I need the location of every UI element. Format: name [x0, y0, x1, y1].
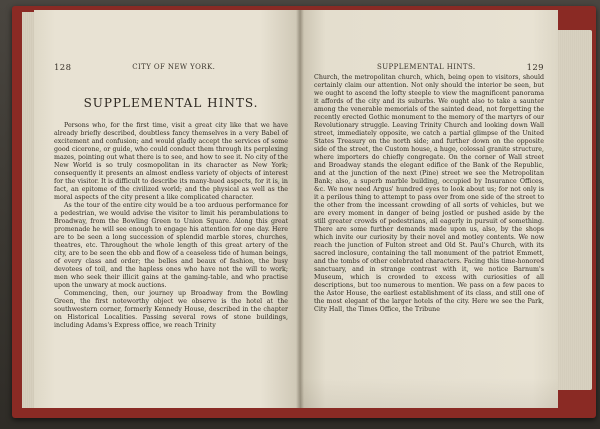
- right-running-head: [314, 63, 544, 73]
- left-running-title: CITY OF NEW YORK.: [132, 63, 216, 71]
- right-text-block: [314, 74, 544, 314]
- right-running-title: SUPPLEMENTAL HINTS.: [377, 63, 476, 71]
- left-text-block: [54, 74, 288, 330]
- paragraph: Commencing, then, our journey up Broadway from the Bowling Green, the first noteworthy object we observe is the hotel at the southwestern corner, formerly Kennedy House, described in the chapter on Historical Localities. Passing several rows of stone buildings, including Adams's Express office, we reach Trinity: [54, 290, 288, 329]
- right-page-number: 129: [526, 63, 544, 73]
- chapter-heading: SUPPLEMENTAL HINTS.: [83, 96, 259, 110]
- paragraph: Church, the metropolitan church, which, being open to visitors, should certainly claim our attention. Not only should the interior be seen, but we ought to ascend the lofty steeple to view the magnificent panorama it affords of the city and its suburbs. We ought also to take a saunter among the venerable memorials of the sainted dead, not forgetting the recently erected Gothic monument to the memory of the martyrs of our Revolutionary struggle. Leaving Trinity Church and looking down Wall street, immediately opposite, we catch a partial glimpse of the United States Treasury on the north side; and further down on the opposite side of the street, the Custom house, a huge, colossal granite structure, where importers do chiefly congregate. On the corner of Wall street and Broadway stands the elegant edifice of the Bank of the Republic, and at the junction of the next (Pine) street we see the Metropolitan Bank; also, a superb marble building, occupied by Insurance Offices, &c. We now need Argus' hundred eyes to look about us; for not only is it a perilous thing to attempt to pass over from one side of the street to the other from the incessant crowding of all sorts of vehicles, but we are every moment in danger of being jostled or pushed aside by the still greater crowds of pedestrians, all eagerly in pursuit of something. There are some further demands made upon us, also, by the shops which invite our curiosity by their novel and motley contents. We now reach the junction of Fulton street and Old St. Paul's Church, with its sacred inclosure, containing the tall monument of the patriot Emmett, and the tombs of other celebrated characters. Facing this time-honored sanctuary, and in strange contrast with it, we notice Barnum's Museum, which is crowded to excess with curiosities of all descriptions, but too numerous to mention. We pass on a few paces to the Astor House, the earliest establishment of its class, and still one of the most elegant of the larger hotels of the city. Here we see the Park, City Hall, the Times Office, the Tribune: [314, 74, 544, 313]
- left-page-number: 128: [54, 63, 72, 73]
- left-running-head: [54, 63, 288, 73]
- paragraph: Persons who, for the first time, visit a great city like that we have already briefly described, doubtless fancy themselves in a very Babel of excitement and confusion; and would gladly accept the services of some good cicerone, or guide, who could conduct them through its perplexing mazes, pointing out what there is to see, and how to see it. No city of the New World is so truly cosmopolitan in its character as New York; consequently it presents an almost endless variety of objects of interest for the visitor. It is difficult to describe its many-hued aspects, for it is, in fact, an epitome of the civilized world; and the physical as well as the moral aspects of the city present a like complicated character.: [54, 122, 288, 201]
- book-gutter: [296, 10, 304, 408]
- paragraph: As the tour of the entire city would be a too arduous performance for a pedestrian, we would advise the visitor to limit his perambulations to Broadway, from the Bowling Green to Union Square. Along this great promenade he will see enough to engage his attention for one day. Here are to be seen a long succession of splendid marble stores, churches, theatres, etc. Throughout the whole length of this great artery of the city, are to be seen the ebb and flow of a ceaseless tide of human beings, of every class and order; the belles and beaux of fashion, the busy devotees of toil, and the hapless ones who have not the will to work; men who seek their illicit gains at the gaming-table, and who practise upon the unwary at mock auctions.: [54, 202, 288, 289]
